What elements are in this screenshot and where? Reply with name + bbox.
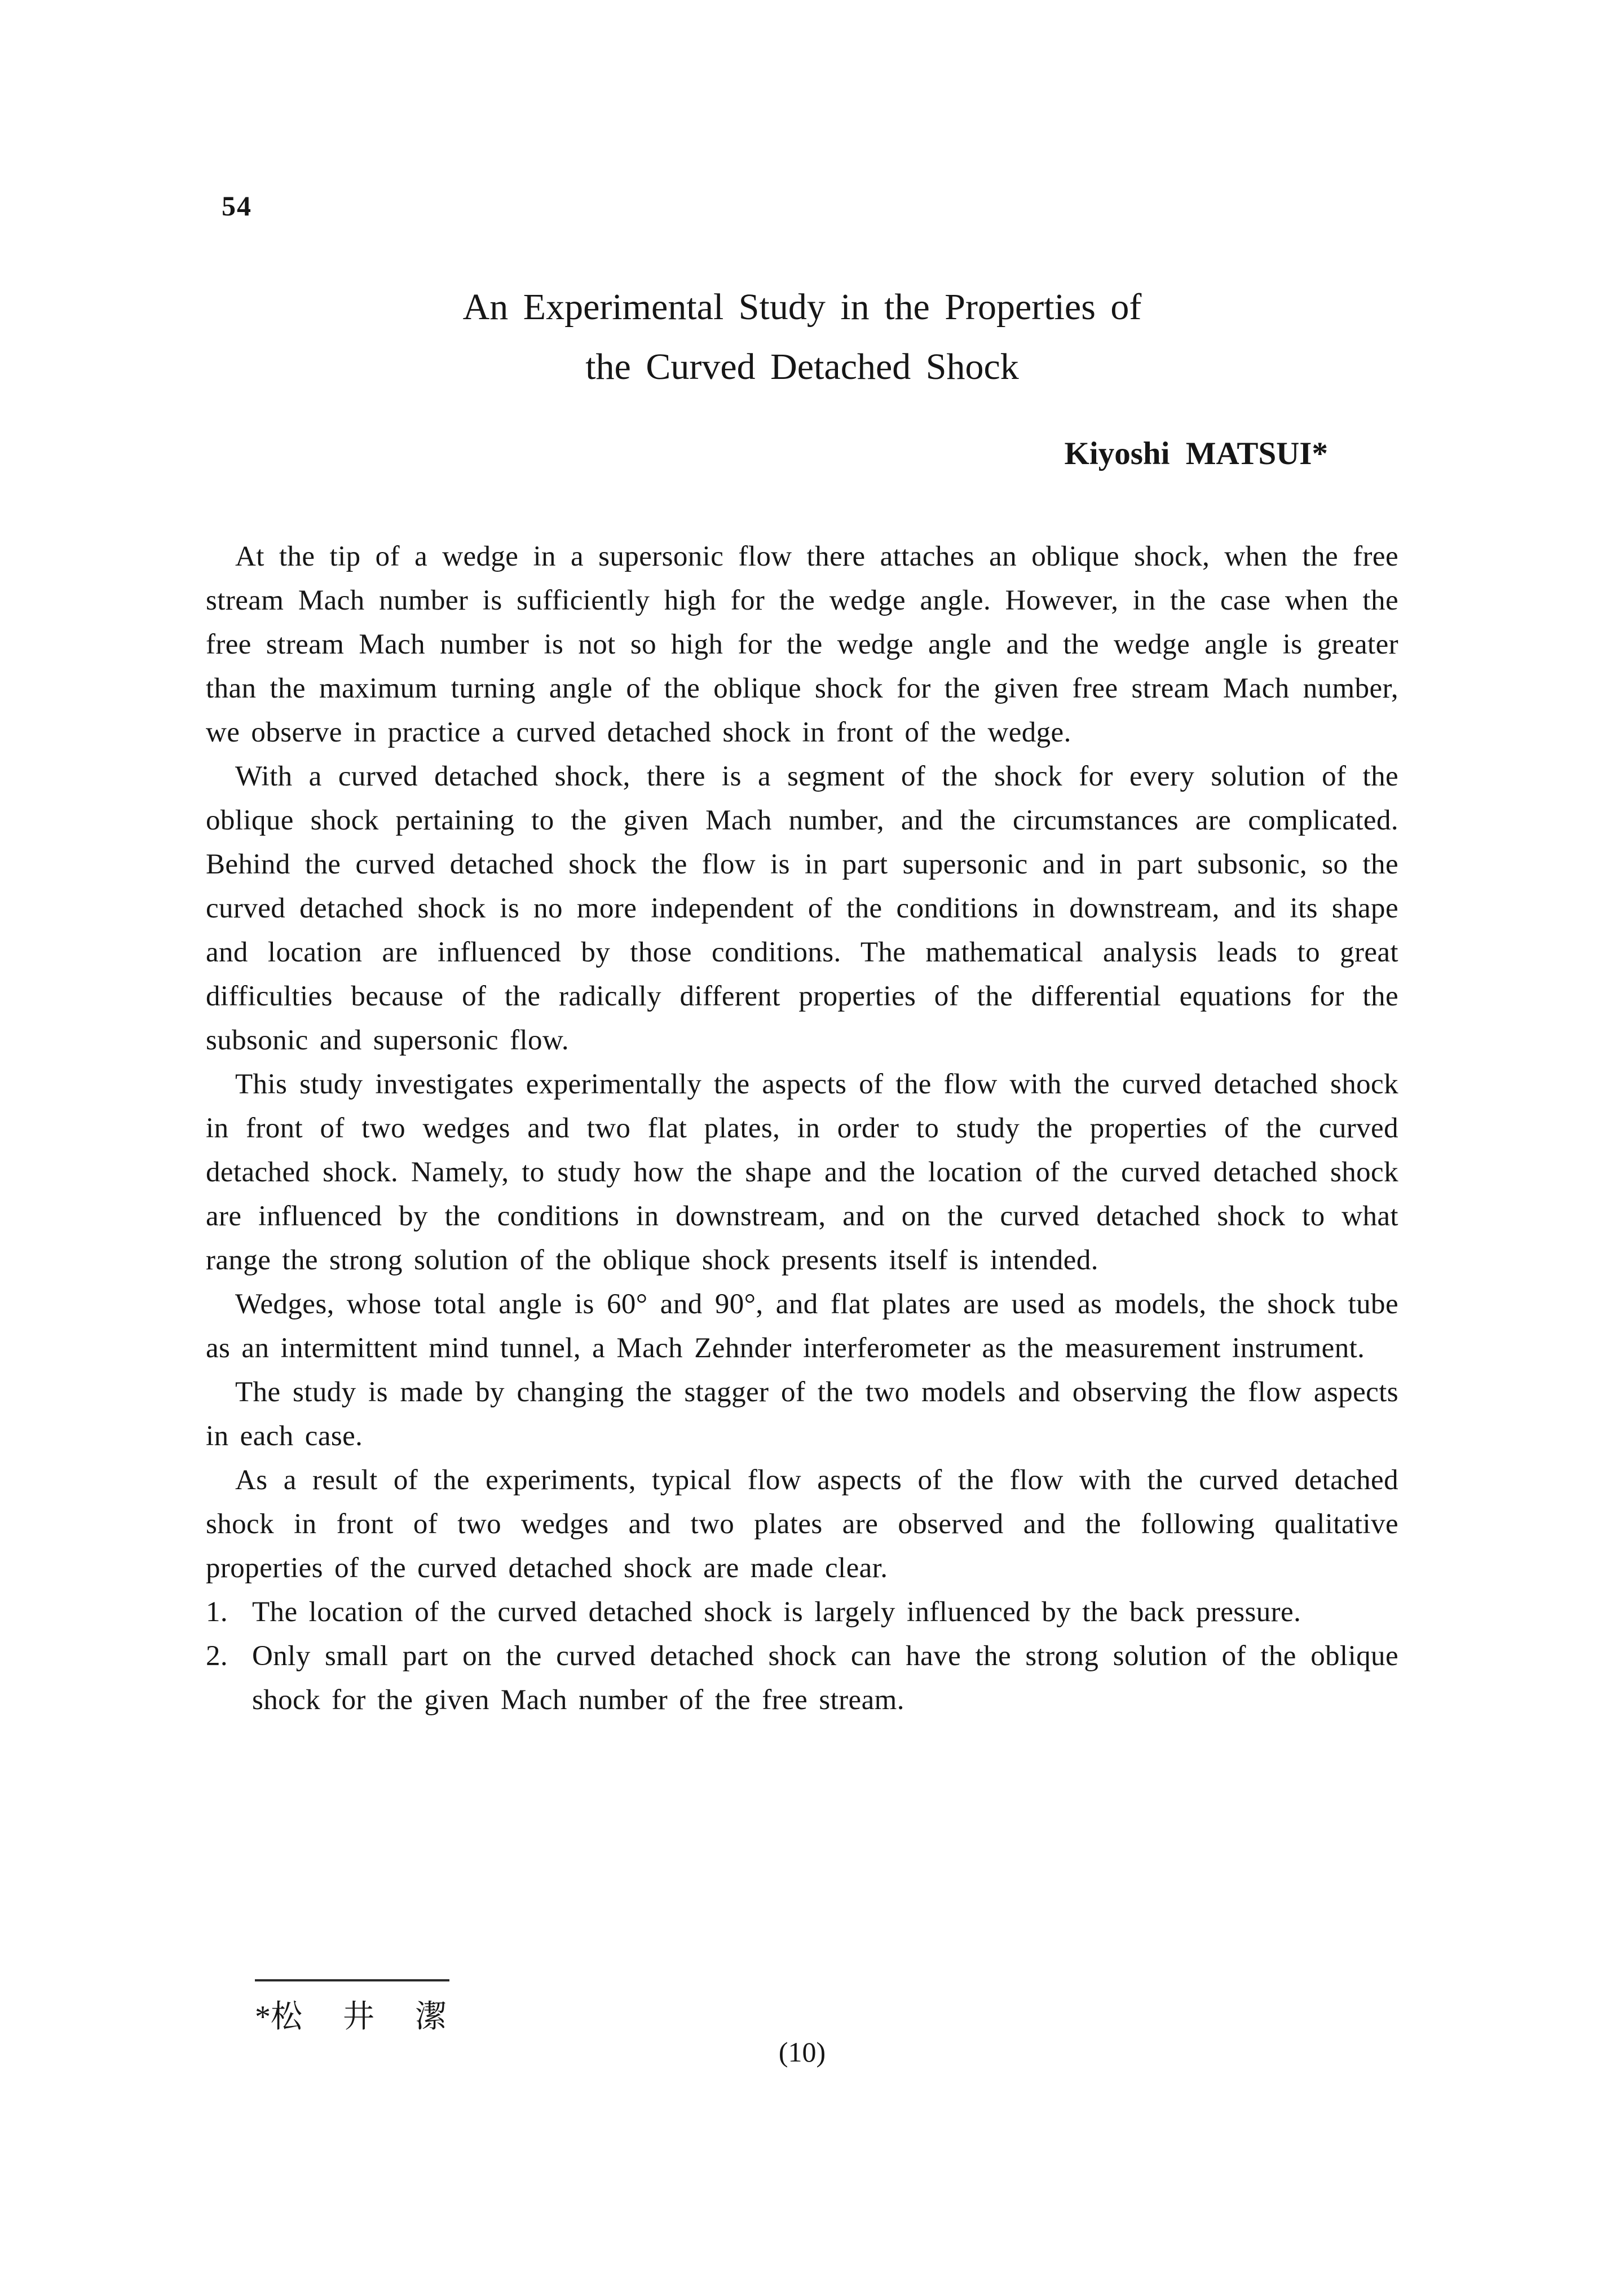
paper-title-line-2: the Curved Detached Shock (585, 346, 1019, 387)
paragraph-results: As a result of the experiments, typical flow aspects of the flow with the curved detached shock in front of two wedges and two plates are observed and the following qualitative properties of the curved detached shock are made clear. (206, 1464, 1398, 1584)
list-item-text: The location of the curved detached shock is largely influenced by the back pressure. (252, 1596, 1301, 1628)
list-item-number: 2. (206, 1640, 228, 1672)
paper-body (206, 535, 1398, 1722)
footnote-rule (255, 1979, 449, 1981)
list-item (206, 1634, 1398, 1722)
paragraph-method: The study is made by changing the stagger of the two models and observing the flow aspects in each case. (206, 1376, 1398, 1452)
list-item (206, 1590, 1398, 1634)
list-item-number: 1. (206, 1596, 228, 1628)
page-number: 54 (222, 190, 252, 222)
paragraph-study-purpose: This study investigates experimentally the aspects of the flow with the curved detached shock in front of two wedges and two flat plates, in order to study the properties of the curved detached shock. Namely, to study how the shape and the location of the curved detached shock are influenced by the conditions in downstream, and on the curved detached shock to what range the strong solution of the oblique shock presents itself is intended. (206, 1069, 1398, 1276)
page-footer-number: (10) (778, 2036, 826, 2068)
list-item-text: Only small part on the curved detached shock can have the strong solution of the oblique shock for the given Mach number of the free stream. (252, 1640, 1398, 1716)
paragraph-intro-oblique-shock: At the tip of a wedge in a supersonic flow there attaches an oblique shock, when the free stream Mach number is sufficiently high for the wedge angle. However, in the case when the free stream Mach number is not so high for the wedge angle and the wedge angle is greater than the maximum turning angle of the oblique shock for the given free stream Mach number, we observe in practice a curved detached shock in front of the wedge. (206, 541, 1398, 748)
paragraph-models-and-instruments: Wedges, whose total angle is 60° and 90°, and flat plates are used as models, the shock tube as an intermittent mind tunnel, a Mach Zehnder interferometer as the measurement instrument. (206, 1288, 1398, 1364)
paper-title-line-1: An Experimental Study in the Properties of (462, 286, 1142, 328)
author-name: Kiyoshi MATSUI* (1064, 436, 1328, 471)
footnote-author-kanji: *松 井 潔 (255, 1999, 447, 2034)
paragraph-curved-shock-complexity: With a curved detached shock, there is a segment of the shock for every solution of the oblique shock pertaining to the given Mach number, and the circumstances are complicated. Behind the curved detached shock the flow is in part supersonic and in part subsonic, so the curved detached shock is no more independent of the conditions in downstream, and its shape and location are influenced by those conditions. The mathematical analysis leads to great difficulties because of the radically different properties of the differential equations for the subsonic and supersonic flow. (206, 761, 1398, 1056)
conclusions-list (206, 1590, 1398, 1722)
paper-title (206, 277, 1398, 397)
